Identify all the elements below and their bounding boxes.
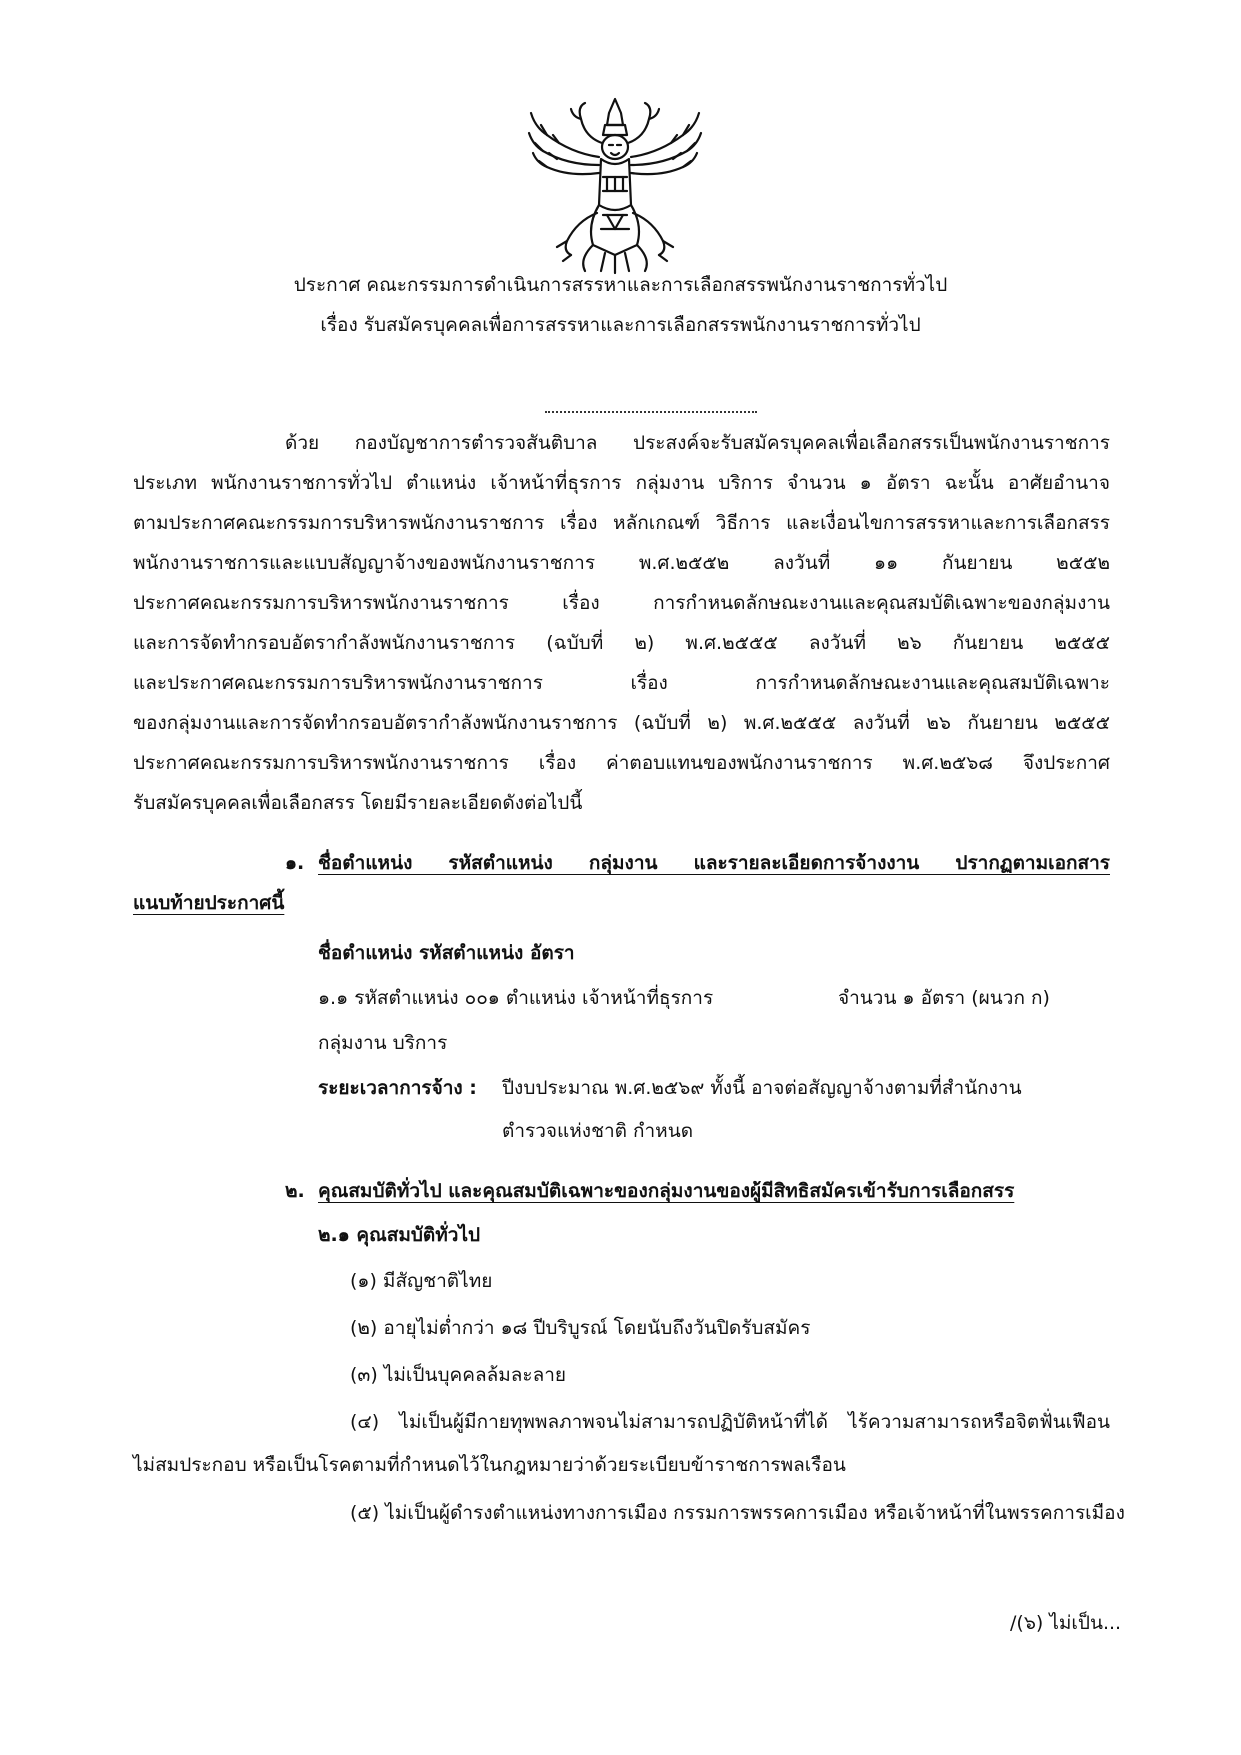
qualification-item-cont: ไม่สมประกอบ หรือเป็นโรคตามที่กำหนดไว้ในกฎหมายว่าด้วยระเบียบข้าราชการพลเรือน	[133, 1454, 846, 1476]
title-separator	[545, 411, 757, 413]
qualification-item: (๓) ไม่เป็นบุคคลล้มละลาย	[350, 1364, 567, 1386]
employment-period-label: ระยะเวลาการจ้าง :	[318, 1077, 477, 1099]
position-group: กลุ่มงาน บริการ	[318, 1032, 448, 1054]
intro-line: พนักงานราชการและแบบสัญญาจ้างของพนักงานราชการ พ.ศ.๒๕๕๒ ลงวันที่ ๑๑ กันยายน ๒๕๕๒	[133, 552, 1110, 574]
qualification-item: (๒) อายุไม่ต่ำกว่า ๑๘ ปีบริบูรณ์ โดยนับถึงวันปิดรับสมัคร	[350, 1317, 811, 1339]
intro-line: ตามประกาศคณะกรรมการบริหารพนักงานราชการ เรื่อง หลักเกณฑ์ วิธีการ และเงื่อนไขการสรรหาและการเลือกสรร	[133, 512, 1110, 534]
section-2-number: ๒.	[285, 1180, 305, 1202]
qualification-item: (๑) มีสัญชาติไทย	[350, 1270, 493, 1292]
page-continuation: /(๖) ไม่เป็น...	[1010, 1612, 1122, 1634]
section-2-heading: คุณสมบัติทั่วไป และคุณสมบัติเฉพาะของกลุ่มงานของผู้มีสิทธิสมัครเข้ารับการเลือกสรร	[318, 1180, 1015, 1202]
qualification-item: (๕) ไม่เป็นผู้ดำรงตำแหน่งทางการเมือง กรรมการพรรคการเมือง หรือเจ้าหน้าที่ในพรรคการเมือง	[350, 1502, 1125, 1524]
intro-line: ของกลุ่มงานและการจัดทำกรอบอัตรากำลังพนักงานราชการ (ฉบับที่ ๒) พ.ศ.๒๕๕๕ ลงวันที่ ๒๖ กันยายน ๒๕๕๕	[133, 712, 1110, 734]
section-1-heading: ชื่อตำแหน่ง รหัสตำแหน่ง กลุ่มงาน และรายละเอียดการจ้างงาน ปรากฏตามเอกสาร	[318, 852, 1110, 874]
intro-line: ประกาศคณะกรรมการบริหารพนักงานราชการ เรื่อง การกำหนดลักษณะงานและคุณสมบัติเฉพาะของกลุ่มงาน	[133, 592, 1110, 614]
employment-period-text: ปีงบประมาณ พ.ศ.๒๕๖๙ ทั้งนี้ อาจต่อสัญญาจ้างตามที่สำนักงาน	[502, 1077, 1022, 1099]
intro-line: รับสมัครบุคคลเพื่อเลือกสรร โดยมีรายละเอียดดังต่อไปนี้	[133, 792, 583, 814]
position-table-header: ชื่อตำแหน่ง รหัสตำแหน่ง อัตรา	[318, 942, 575, 964]
announcement-title: ประกาศ คณะกรรมการดำเนินการสรรหาและการเลือกสรรพนักงานราชการทั่วไป	[293, 274, 948, 296]
intro-line: ประเภท พนักงานราชการทั่วไป ตำแหน่ง เจ้าหน้าที่ธุรการ กลุ่มงาน บริการ จำนวน ๑ อัตรา ฉะนั้น อาศัยอำนาจ	[133, 472, 1110, 494]
intro-line: ประกาศคณะกรรมการบริหารพนักงานราชการ เรื่อง ค่าตอบแทนของพนักงานราชการ พ.ศ.๒๕๖๘ จึงประกาศ	[133, 752, 1110, 774]
position-count: จำนวน ๑ อัตรา (ผนวก ก)	[838, 987, 1050, 1009]
section-1-heading-cont: แนบท้ายประกาศนี้	[133, 892, 285, 914]
announcement-subject: เรื่อง รับสมัครบุคคลเพื่อการสรรหาและการเลือกสรรพนักงานราชการทั่วไป	[320, 314, 921, 336]
qualification-item: (๔) ไม่เป็นผู้มีกายทุพพลภาพจนไม่สามารถปฏิบัติหน้าที่ได้ ไร้ความสามารถหรือจิตฟั่นเฟือน	[350, 1411, 1110, 1433]
garuda-emblem-icon	[527, 95, 703, 275]
intro-line: ด้วย กองบัญชาการตำรวจสันติบาล ประสงค์จะรับสมัครบุคคลเพื่อเลือกสรรเป็นพนักงานราชการ	[285, 432, 1110, 454]
section-2-1-heading: ๒.๑ คุณสมบัติทั่วไป	[318, 1224, 481, 1246]
section-1-number: ๑.	[285, 852, 305, 874]
intro-line: และการจัดทำกรอบอัตรากำลังพนักงานราชการ (ฉบับที่ ๒) พ.ศ.๒๕๕๕ ลงวันที่ ๒๖ กันยายน ๒๕๕๕	[133, 632, 1110, 654]
position-item: ๑.๑ รหัสตำแหน่ง ๐๐๑ ตำแหน่ง เจ้าหน้าที่ธุรการ	[318, 987, 714, 1009]
employment-period-text-cont: ตำรวจแห่งชาติ กำหนด	[502, 1120, 694, 1142]
intro-line: และประกาศคณะกรรมการบริหารพนักงานราชการ เรื่อง การกำหนดลักษณะงานและคุณสมบัติเฉพาะ	[133, 672, 1110, 694]
